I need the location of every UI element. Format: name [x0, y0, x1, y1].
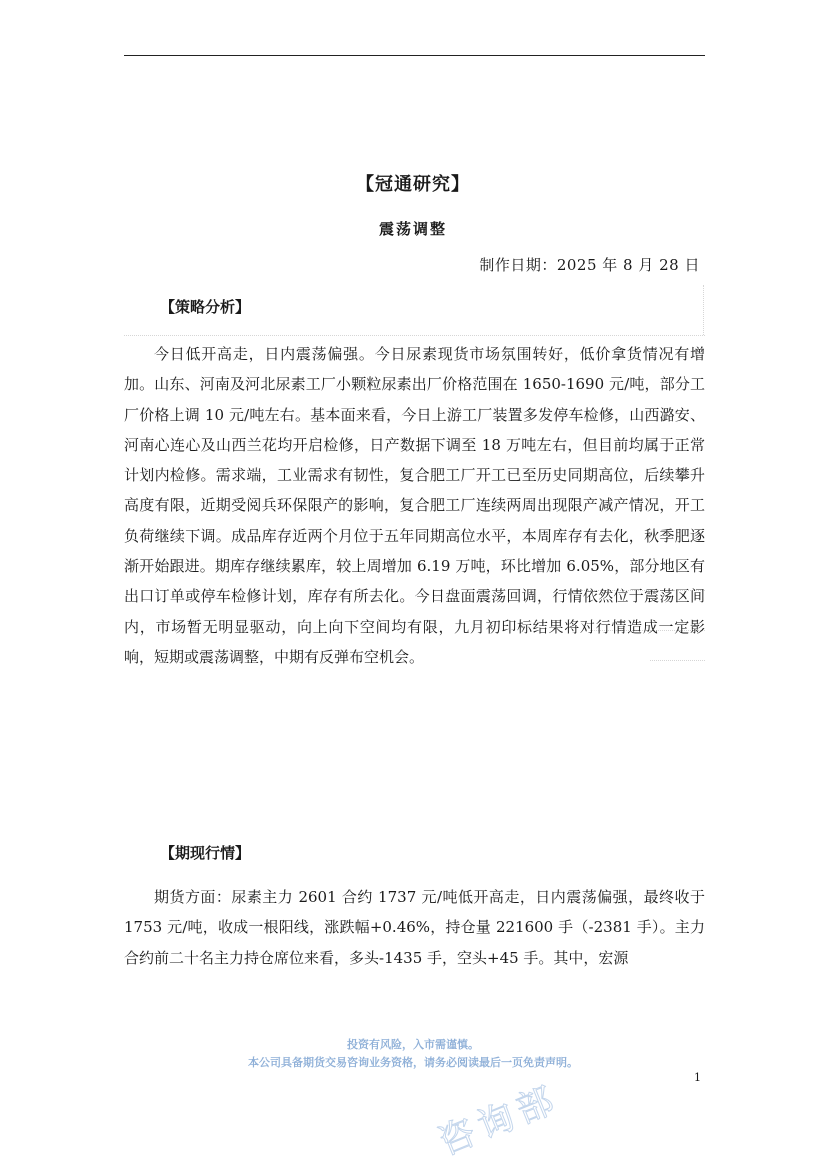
guide-line [703, 285, 704, 335]
section-heading-strategy: 【策略分析】 [160, 298, 251, 316]
report-subtitle: 震荡调整 [378, 220, 447, 238]
guide-line [124, 335, 705, 336]
disclaimer-note: 本公司具备期货交易咨询业务资格，请务必阅读最后一页免责声明。 [248, 1056, 578, 1069]
section-heading-market: 【期现行情】 [160, 844, 251, 862]
risk-warning: 投资有风险，入市需谨慎。 [347, 1038, 479, 1051]
report-title: 【冠通研究】 [356, 174, 470, 195]
watermark: 咨询部 [432, 1078, 566, 1164]
header-rule [124, 55, 705, 56]
page-number: 1 [694, 1071, 701, 1084]
market-paragraph: 期货方面：尿素主力 2601 合约 1737 元/吨低开高走，日内震荡偏强，最终收于 1753 元/吨，收成一根阳线，涨跌幅+0.46%，持仓量 221600 手（-2381 手）。主力合约前二十名主力持仓席位来看，多头-1435 手，空头+45 手。其中，宏源 [124, 888, 705, 967]
report-date: 制作日期：2025 年 8 月 28 日 [479, 256, 700, 274]
strategy-paragraph: 今日低开高走，日内震荡偏强。今日尿素现货市场氛围转好，低价拿货情况有增加。山东、河南及河北尿素工厂小颗粒尿素出厂价格范围在 1650-1690 元/吨，部分工厂价格上调 10 元/吨左右。基本面来看，今日上游工厂装置多发停车检修，山西潞安、河南心连心及山西兰花均开启检修，日产数据下调至 18 万吨左右，但目前均属于正常计划内检修。需求端，工业需求有韧性，复合肥工厂开工已至历史同期高位，后续攀升高度有限，近期受阅兵环保限产的影响，复合肥工厂连续两周出现限产减产情况，开工负荷继续下调。成品库存近两个月位于五年同期高位水平，本周库存有去化，秋季肥逐渐开始跟进。期库存继续累库，较上周增加 6.19 万吨，环比增加 6.05%，部分地区有出口订单或停车检修计划，库存有所去化。今日盘面震荡回调，行情依然位于震荡区间内，市场暂无明显驱动，向上向下空间均有限，九月初印标结果将对行情造成一定影响，短期或震荡调整，中期有反弹布空机会。 [124, 345, 705, 666]
